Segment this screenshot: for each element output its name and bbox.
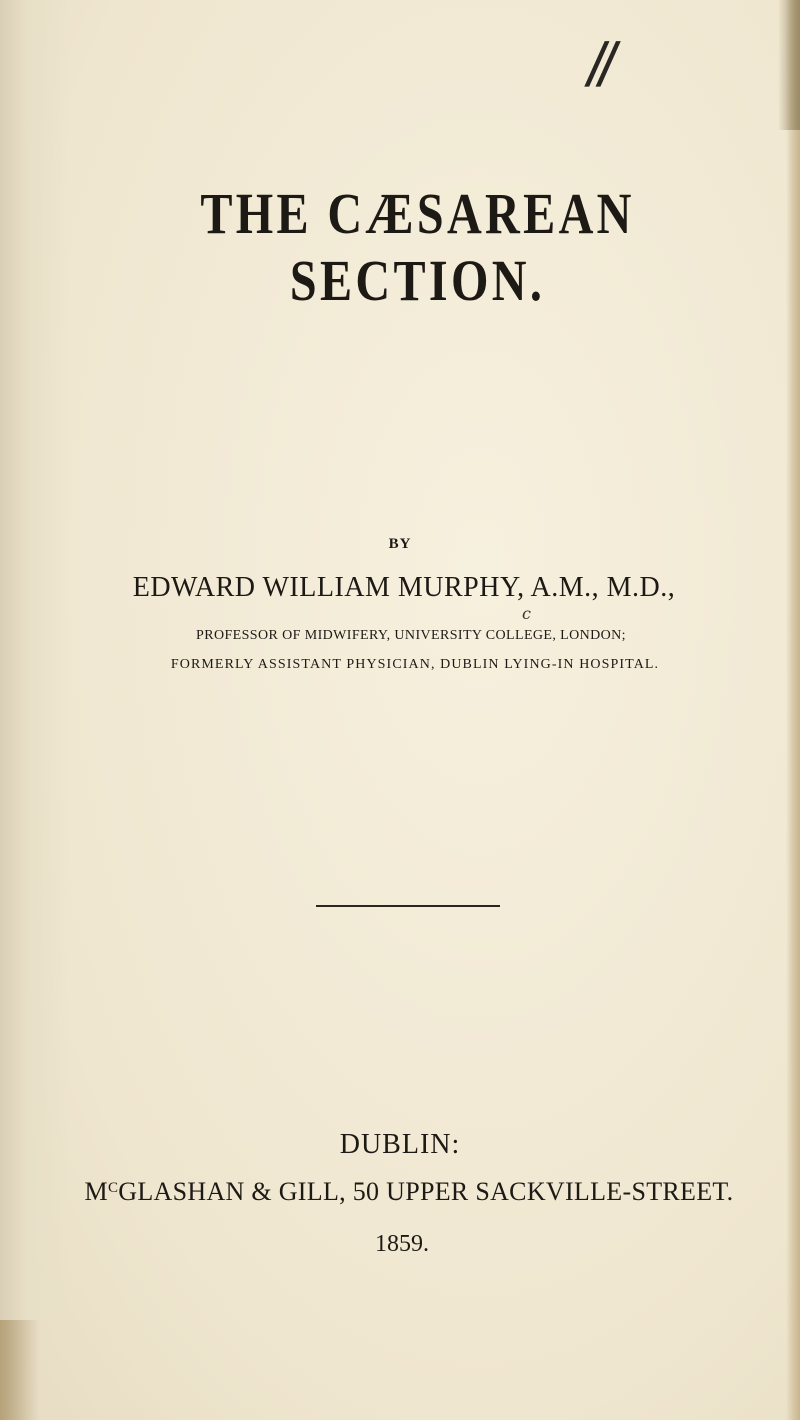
publisher-superscript: C xyxy=(107,1180,119,1196)
imprint-publisher xyxy=(18,1177,800,1207)
author-name: EDWARD WILLIAM MURPHY, A.M., M.D., xyxy=(132,572,676,603)
by-line: BY xyxy=(388,536,412,552)
author-credential-2: FORMERLY ASSISTANT PHYSICIAN, DUBLIN LYING-IN HOSPITAL. xyxy=(170,657,660,672)
page-right-edge-shadow xyxy=(786,0,800,1420)
page-corner-stain xyxy=(0,1320,40,1420)
page-top-right-fold xyxy=(778,0,800,130)
page-left-edge-shadow xyxy=(0,0,70,1420)
imprint-city: DUBLIN: xyxy=(339,1129,461,1160)
imprint-year: 1859. xyxy=(375,1231,429,1257)
book-title: THE CÆSAREAN SECTION. xyxy=(200,181,635,313)
author-credential-1: PROFESSOR OF MIDWIFERY, UNIVERSITY COLLEGE, LONDON; xyxy=(196,628,626,643)
publisher-name: GLASHAN & GILL, 50 UPPER SACKVILLE-STREET. xyxy=(118,1177,734,1206)
publisher-prefix: M xyxy=(84,1177,108,1206)
pencil-mark: // xyxy=(581,31,617,100)
handwritten-mark: c xyxy=(522,604,531,623)
divider-rule xyxy=(316,905,500,907)
